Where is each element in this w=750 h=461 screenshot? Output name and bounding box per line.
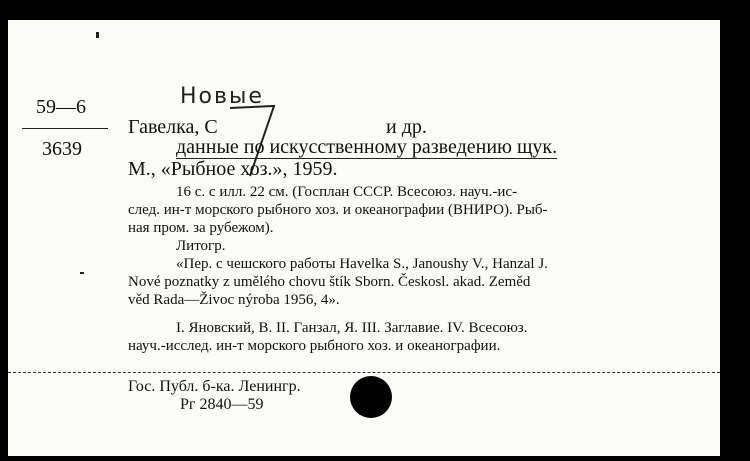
shelfmark-bottom: 3639 bbox=[42, 138, 82, 160]
tracing-line-1: I. Яновский, В. II. Ганзал, Я. III. Заглавие. IV. Всесоюз. bbox=[176, 320, 528, 336]
author-heading: Гавелка, С bbox=[128, 116, 218, 138]
tracing-line-2: науч.-исслед. ин-т морского рыбного хоз. и океанографии. bbox=[128, 338, 501, 354]
catalog-card bbox=[8, 20, 720, 456]
title-line-1 bbox=[176, 136, 557, 159]
litogr-note: Литогр. bbox=[176, 238, 226, 254]
title-text: данные по искусственному разведению щук. bbox=[176, 136, 558, 158]
description-line-3: ная пром. за рубежом). bbox=[128, 220, 274, 236]
original-note-line-2: Nové poznatky z umělého chovu štík Sborn. Českosl. akad. Zeměd bbox=[128, 274, 531, 290]
speck bbox=[96, 32, 99, 38]
shelfmark-divider bbox=[22, 128, 108, 129]
description-line-2: след. ин-т морского рыбного хоз. и океанографии (ВНИРО). Рыб- bbox=[128, 202, 548, 218]
punch-hole bbox=[350, 376, 392, 418]
handwritten-title: Новые bbox=[180, 84, 264, 109]
title-line-2: М., «Рыбное хоз.», 1959. bbox=[128, 158, 338, 180]
original-note-line-3: věd Rada—Živoc nýroba 1956, 4». bbox=[128, 292, 340, 308]
footer-divider bbox=[8, 372, 720, 373]
original-note-line-1: «Пер. с чешского работы Havelka S., Janoushy V., Hanzal J. bbox=[176, 256, 548, 272]
author-etal: и др. bbox=[386, 116, 427, 138]
order-number: Рг 2840—59 bbox=[180, 396, 264, 413]
shelfmark-top: 59—6 bbox=[36, 96, 86, 118]
description-line-1: 16 с. с илл. 22 см. (Госплан СССР. Всесоюз. науч.-ис- bbox=[176, 184, 518, 200]
speck bbox=[80, 272, 84, 274]
library-imprint: Гос. Публ. б-ка. Ленингр. bbox=[128, 378, 301, 395]
